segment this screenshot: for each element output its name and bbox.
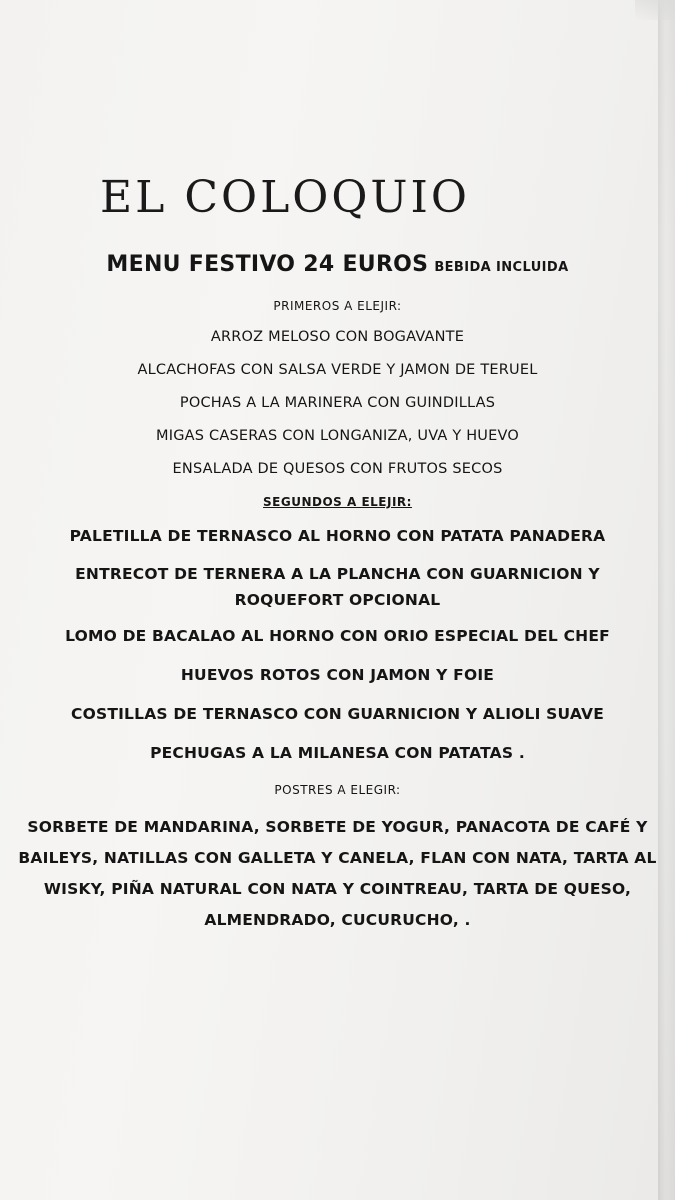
postres-line: ALMENDRADO, CUCURUCHO, . bbox=[204, 911, 471, 929]
primeros-item: POCHAS A LA MARINERA CON GUINDILLAS bbox=[179, 395, 496, 411]
menu-price-title: MENU FESTIVO 24 EUROS bbox=[106, 252, 429, 277]
primeros-heading: PRIMEROS A ELEJIR: bbox=[273, 299, 402, 313]
postres-heading: POSTRES A ELEGIR: bbox=[274, 783, 401, 797]
segundos-item: PECHUGAS A LA MILANESA CON PATATAS . bbox=[150, 744, 525, 762]
primeros-item: MIGAS CASERAS CON LONGANIZA, UVA Y HUEVO bbox=[156, 428, 519, 444]
menu-headline bbox=[0, 252, 675, 277]
primeros-item: ARROZ MELOSO CON BOGAVANTE bbox=[210, 329, 465, 345]
restaurant-name: EL COLOQUIO bbox=[100, 172, 470, 223]
postres-line: BAILEYS, NATILLAS CON GALLETA Y CANELA, FLAN CON NATA, TARTA AL bbox=[18, 849, 657, 867]
drink-included-note: BEBIDA INCLUIDA bbox=[434, 260, 569, 275]
segundos-item: LOMO DE BACALAO AL HORNO CON ORIO ESPECIAL DEL CHEF bbox=[65, 627, 610, 645]
postres-line: SORBETE DE MANDARINA, SORBETE DE YOGUR, PANACOTA DE CAFÉ Y bbox=[27, 818, 648, 836]
segundos-item: HUEVOS ROTOS CON JAMON Y FOIE bbox=[180, 666, 495, 684]
segundos-item: COSTILLAS DE TERNASCO CON GUARNICION Y ALIOLI SUAVE bbox=[71, 705, 604, 723]
postres-list bbox=[0, 812, 675, 936]
segundos-item: ROQUEFORT OPCIONAL bbox=[234, 591, 441, 609]
segundos-heading: SEGUNDOS A ELEJIR: bbox=[263, 495, 412, 509]
segundos-item: PALETILLA DE TERNASCO AL HORNO CON PATATA PANADERA bbox=[69, 527, 606, 545]
primeros-item: ALCACHOFAS CON SALSA VERDE Y JAMON DE TERUEL bbox=[137, 362, 538, 378]
segundos-item: ENTRECOT DE TERNERA A LA PLANCHA CON GUARNICION Y bbox=[75, 565, 600, 583]
postres-line: WISKY, PIÑA NATURAL CON NATA Y COINTREAU, TARTA DE QUESO, bbox=[43, 880, 632, 898]
primeros-item: ENSALADA DE QUESOS CON FRUTOS SECOS bbox=[172, 461, 503, 477]
